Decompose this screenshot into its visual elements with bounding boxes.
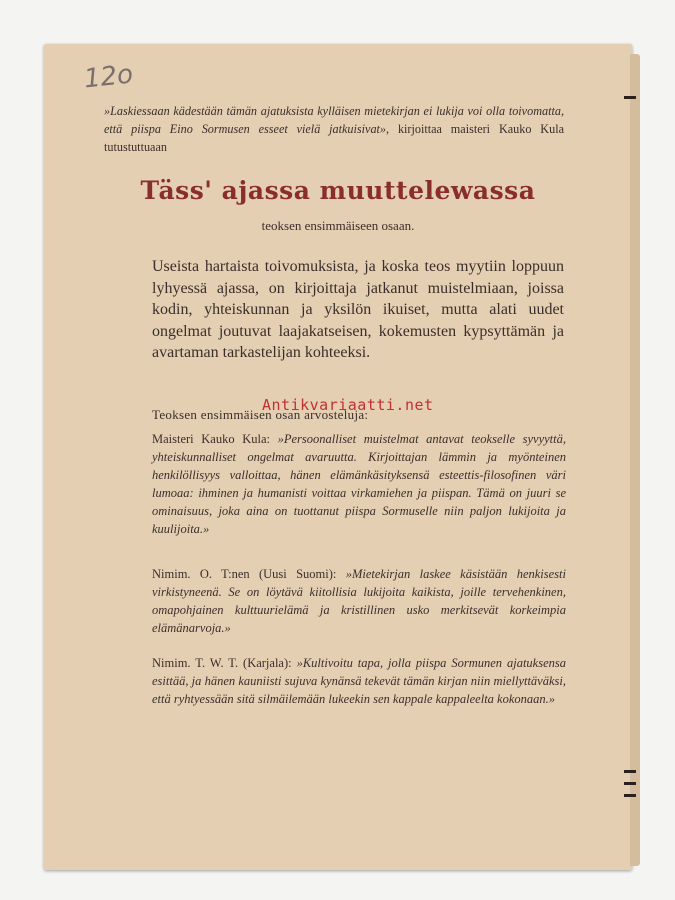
review [152, 654, 566, 708]
review [152, 565, 566, 637]
subtitle: teoksen ensimmäiseen osaan. [261, 218, 415, 233]
edge-mark [624, 770, 636, 773]
reviews-heading: Teoksen ensimmäisen osan arvosteluja: [152, 407, 369, 422]
review [152, 430, 566, 538]
review-text: »Persoonalliset muistelmat antavat teokselle syvyyttä, yhteiskunnalliset ongelmat avaruutta. Kirjoittajan lämmin ja myönteinen henkilöllisyys valloittaa, hänen elämänkäsityksensä esteettis-filosofinen väri lumoaa: ihminen ja humanisti voittaa virkamiehen ja piispan. Tämä on juuri se ominaisuus, joka aina on tuottanut piispa Sormuselle niin paljon lukijoita ja kuulijoita.» [152, 432, 566, 536]
review-author: Maisteri Kauko Kula: [152, 432, 270, 446]
edge-mark [624, 782, 636, 785]
review-text: »Mietekirjan laskee käsistään henkisesti virkistyneenä. Se on löytävä kiitollisia lukijoita kaikista, joille tervehenkinen, omapohjainen kulttuurielämä ja kristillinen usko merkitsevät korkeimpia elämänarvoja.» [152, 567, 566, 635]
quote-italic: »Laskiessaan kädestään tämän ajatuksista kylläisen mietekirjan ei lukija voi olla toivomatta, että piispa Eino Sormusen esseet vielä jatkuisivat» [104, 104, 564, 136]
handwritten-note: 12o [82, 59, 135, 95]
intro-paragraph: Useista hartaista toivomuksista, ja koska teos myytiin loppuun lyhyessä ajassa, on kirjoittaja jatkanut muistelmiaan, joissa kodin, yhteiskunnan ja yksilön ikuiset, mutta alati uudet ongelmat joutuvat laajakatseisen, kokemusten kypsyttämän ja avartaman tarkastelijan kohteeksi. [152, 258, 564, 361]
intro-quote [104, 102, 564, 156]
edge-mark [624, 96, 636, 99]
edge-mark [624, 794, 636, 797]
watermark: Antikvariaatti.net [262, 396, 434, 414]
review-text: »Kultivoitu tapa, jolla piispa Sormunen ajatuksensa esittää, ja hänen kauniisti sujuva kynänsä tekevät tämän kirjan niin miellyttäväksi, että ryhtyessään sitä silmäilemään lukeekin sen kappale kappaleelta kokonaan.» [152, 656, 567, 706]
quote-rest: , kirjoittaa maisteri Kauko Kula tutustuttuaan [104, 122, 564, 154]
review-author: Nimim. O. T:nen (Uusi Suomi): [152, 567, 337, 581]
review-author: Nimim. T. W. T. (Karjala): [152, 656, 292, 670]
book-title: Täss' ajassa muuttelewassa [140, 176, 536, 205]
